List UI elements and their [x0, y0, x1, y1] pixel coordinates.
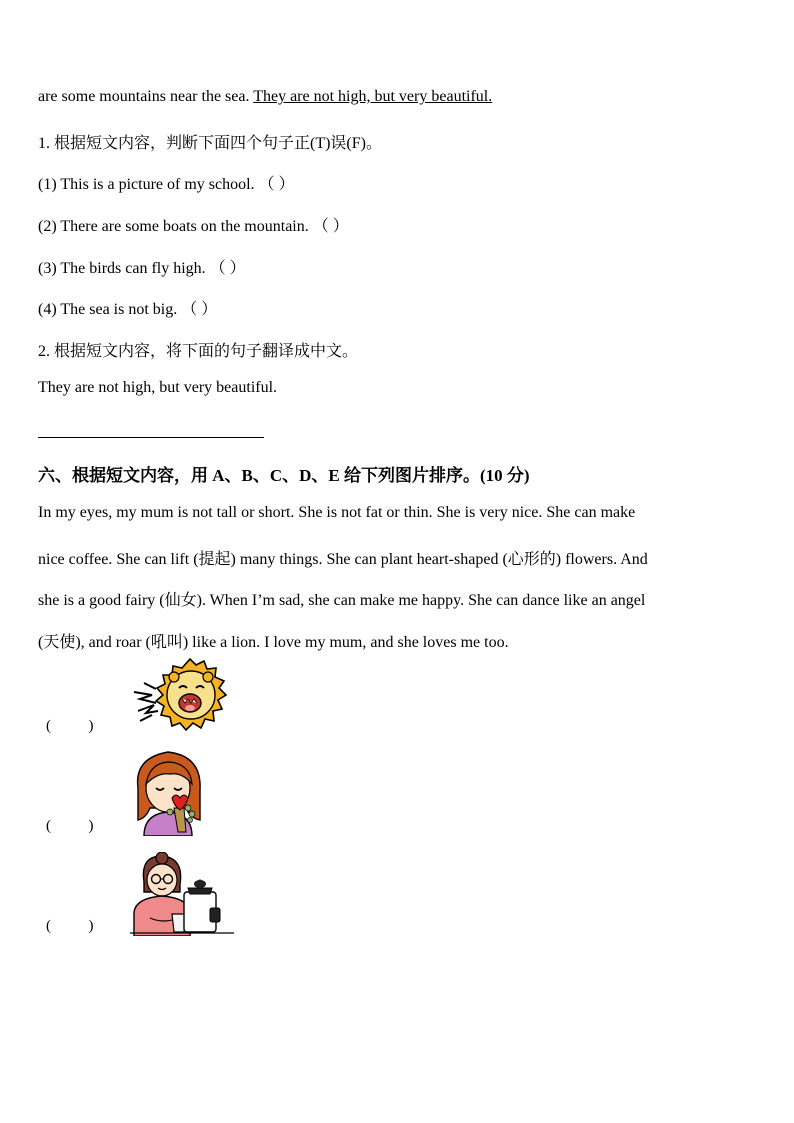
answer-paren-1[interactable]: ( )	[46, 718, 94, 734]
underlined-sentence: They are not high, but very beautiful.	[253, 88, 493, 105]
answer-paren-3[interactable]: ( )	[46, 918, 94, 934]
passage-line-2: nice coffee. She can lift (提起) many things. She can plant heart-shaped (心形的) flowers. And	[38, 551, 648, 568]
woman-smelling-flowers-picture	[130, 748, 210, 836]
passage-line-1: In my eyes, my mum is not tall or short. She is not fat or thin. She is very nice. She can make	[38, 504, 636, 521]
q2-sentence: They are not high, but very beautiful.	[38, 379, 278, 396]
passage-text: are some mountains near the sea.	[38, 88, 254, 105]
q1-item-2: (2) There are some boats on the mountain. （ ）	[38, 218, 349, 235]
q1-heading: 1. 根据短文内容，判断下面四个句子正(T)误(F)。	[38, 135, 382, 152]
answer-line[interactable]	[38, 437, 264, 438]
q1-item-3: (3) The birds can fly high. （ ）	[38, 260, 246, 277]
passage-line	[38, 88, 492, 106]
passage-line-4: (天使), and roar (吼叫) like a lion. I love my mum, and she loves me too.	[38, 634, 509, 651]
q1-item-4: (4) The sea is not big. （ ）	[38, 301, 218, 318]
roaring-lion-picture	[130, 655, 232, 735]
section-title: 六、根据短文内容，用 A、B、C、D、E 给下列图片排序。(10 分)	[38, 466, 530, 485]
q2-heading: 2. 根据短文内容，将下面的句子翻译成中文。	[38, 343, 359, 360]
passage-line-3: she is a good fairy (仙女). When I’m sad, she can make me happy. She can dance like an angel	[38, 592, 646, 609]
woman-making-coffee-picture	[130, 852, 234, 936]
q1-item-1: (1) This is a picture of my school. （ ）	[38, 176, 295, 193]
answer-paren-2[interactable]: ( )	[46, 818, 94, 834]
